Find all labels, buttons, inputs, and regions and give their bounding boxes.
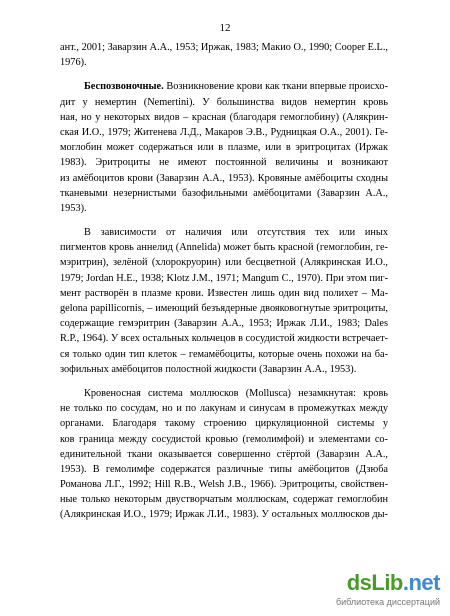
- text-line: тканевыми незернистыми базофильными амёбоцитами (Заварзин А.А.,: [60, 187, 388, 199]
- text-line: мент растворён в плазме крови. Известен лишь один вид полихет – Ma-: [60, 287, 388, 299]
- text-line: (Алякринская И.О., 1979; Иржак Л.И., 1983). У остальных моллюсков ды-: [60, 509, 388, 521]
- text-line: Возникновение крови как ткани впервые происхо-: [163, 81, 388, 93]
- text-line: 1953).: [60, 202, 87, 214]
- text-line: 1976).: [60, 57, 87, 69]
- watermark-subtitle: библиотека диссертаций: [335, 597, 440, 607]
- text-line: ся только один тип клеток – гемамёбоциты, которые очень похожи на ба-: [60, 348, 388, 360]
- watermark-logo: [347, 570, 440, 596]
- text-line: мэритрин), зелёной (хлорокруорин) или бесцветной (Алякринская И.О.,: [60, 257, 388, 269]
- text-line: В зависимости от наличия или отсутствия тех или иных: [84, 227, 388, 239]
- text-line: дит у немертин (Nemertini). У большинства видов немертин кровь: [60, 96, 388, 108]
- text-line: из амёбоцитов крови (Заварзин А.А., 1953). Кровяные амёбоциты сходны: [60, 172, 388, 184]
- text-line: единительной ткани оказывается совершенно стёртой (Заварзин А.А.,: [60, 448, 388, 460]
- text-line: зофильных амёбоцитов полостной жидкости (Заварзин А.А., 1953).: [60, 363, 357, 375]
- text-line: Романова Л.Г., 1992; Hill R.B., Welsh J.B., 1966). Эритроциты, свойствен-: [60, 479, 388, 491]
- text-line: Кровеносная система моллюсков (Mollusca) незамкнутая: кровь: [84, 387, 388, 399]
- text-line: ант., 2001; Заварзин А.А., 1953; Иржак, 1983; Макио О., 1990; Cooper E.L.,: [60, 42, 388, 53]
- text-line: 1953). В гемолимфе содержатся различные типы амёбоцитов (Дзюба: [60, 463, 388, 475]
- paragraph-first-line: [60, 79, 388, 94]
- text-line: не только по сосудам, но и по лакунам и синусам в промежутках между: [60, 403, 388, 415]
- page-number: 12: [219, 22, 231, 34]
- text-line: R.P., 1964). У всех остальных кольчецов в сосудистой жидкости встречает-: [60, 333, 388, 345]
- text-line: пигментов кровь аннелид (Annelida) может быть красной (гемоглобин, ге-: [60, 242, 388, 254]
- watermark-logo-tld: .net: [402, 570, 440, 595]
- text-line: gelona papillicornis, – имеющий безъядерные двояковогнутые эритроциты,: [60, 303, 388, 315]
- text-line: 1979; Jordan H.E., 1938; Klotz J.M., 1971; Mangum C., 1970). При этом пиг-: [60, 272, 388, 284]
- text-line: моглобин может содержаться или в плазме, или в эритроцитах (Иржак: [60, 142, 388, 154]
- text-line: ков граница между сосудистой кровью (гемолимфой) и элементами со-: [60, 433, 388, 445]
- text-line: органами. Благодаря такому строению циркуляционной системы у: [60, 418, 388, 430]
- section-heading: Беспозвоночные.: [84, 81, 164, 93]
- text-line: ные только некоторым двустворчатым моллюскам, содержат гемоглобин: [60, 494, 388, 506]
- site-watermark[interactable]: [310, 570, 440, 610]
- text-line: ская И.О., 1979; Житенева Л.Д., Макаров Э.В., Рудницкая О.А., 2001). Ге-: [60, 126, 388, 138]
- text-line: 1983). Эритроциты не имеют постоянной величины и возникают: [60, 157, 388, 169]
- watermark-logo-main: dsLib: [346, 570, 403, 595]
- text-line: ная, но у некоторых видов – красная (благодаря гемоглобину) (Алякрин-: [60, 111, 388, 123]
- document-body: [60, 40, 388, 523]
- text-line: содержащие гемэритрин (Заварзин А.А., 1953; Иржак Л.И., 1983; Dales: [60, 318, 388, 330]
